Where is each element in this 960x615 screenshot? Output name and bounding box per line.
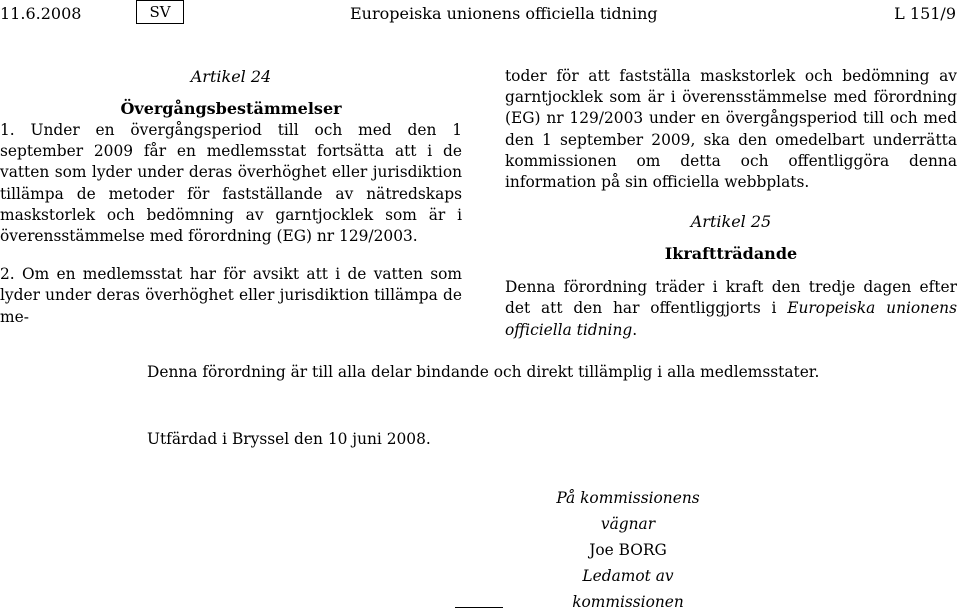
page-header <box>0 0 960 30</box>
left-column <box>0 66 462 328</box>
end-rule <box>455 607 503 608</box>
journal-name-italic: Europeiska unionens officiella tidning <box>505 299 957 339</box>
journal-title: Europeiska unionens officiella tidning <box>350 4 658 23</box>
language-badge: SV <box>136 0 184 24</box>
article-25-title: Ikraftträdande <box>664 244 798 264</box>
article-24-paragraph-1: 1. Under en övergångsperiod till och med den 1 september 2009 får en medlemsstat fortsätta att i de vatten som lyder under deras överhöghet eller jurisdiktion tillämpa de metoder för fastställande av nätredskaps maskstorlek och bedömning av garntjocklek som är i överensstämmelse med förordning (EG) nr 129/2003. <box>0 121 462 246</box>
place-and-date: Utfärdad i Bryssel den 10 juni 2008. <box>147 430 431 448</box>
article-24-title: Övergångsbestämmelser <box>120 99 342 118</box>
signature-block <box>528 485 728 615</box>
article-25-text-end: . <box>632 320 638 339</box>
binding-statement: Denna förordning är till alla delar bindande och direkt tillämplig i alla medlemsstater. <box>147 363 820 381</box>
article-25-text-main: Denna förordning träder i kraft den tredje dagen efter det att den har offentliggjorts i <box>505 278 957 318</box>
article-24-number: Artikel 24 <box>190 67 272 86</box>
signatory-name: Joe BORG <box>589 541 667 559</box>
signatory-role: Ledamot av kommissionen <box>572 567 684 611</box>
publication-date: 11.6.2008 <box>0 4 82 23</box>
article-25-number: Artikel 25 <box>690 212 772 232</box>
article-24-paragraph-2-continued: toder för att fastställa maskstorlek och bedömning av garntjocklek som är i överensstämmelse med förordning (EG) nr 129/2003 under en övergångsperiod till och med den 1 september 2009, ska den omedelbart underrätta kommissionen om detta och offentliggöra denna information på sin officiella webbplats. <box>505 67 957 192</box>
article-24-paragraph-2-start: 2. Om en medlemsstat har för avsikt att i de vatten som lyder under deras överhöghet eller jurisdiktion tillämpa de me- <box>0 265 462 326</box>
on-behalf-line: På kommissionens vägnar <box>556 489 700 533</box>
article-25-text <box>505 277 957 341</box>
right-column <box>505 66 957 341</box>
page-reference: L 151/9 <box>894 4 956 23</box>
